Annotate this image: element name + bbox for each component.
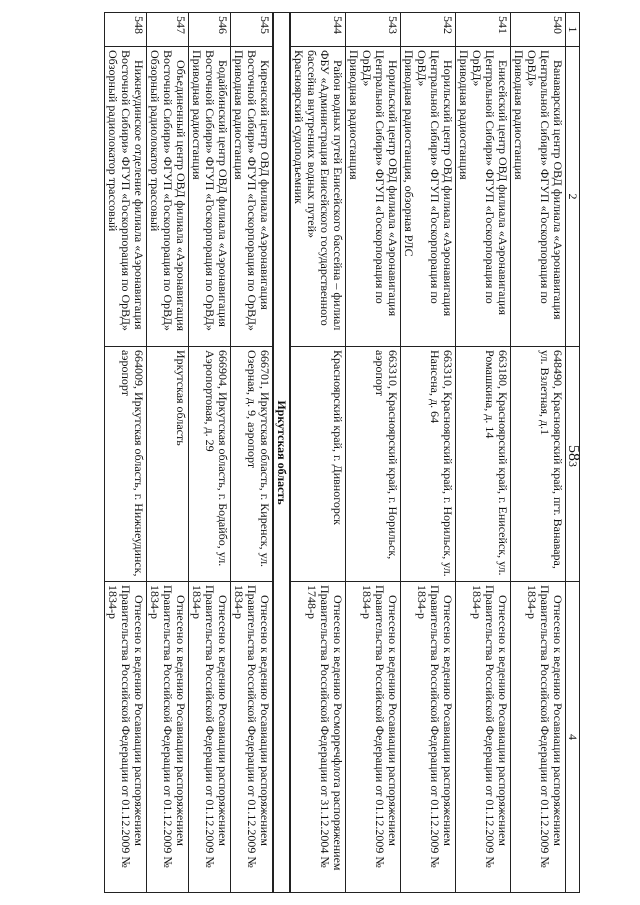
jurisdiction-note: Отнесено к ведению Росавиации распоряжением Правительства Российской Федерации от 01.12.2009 № 1834-р xyxy=(105,582,147,893)
facility-name: Норильский центр ОВД филиала «Аэронавигация Центральной Сибири» ФГУП «Госкорпорация по ОрВД» xyxy=(415,50,455,317)
region-title: Иркутская область xyxy=(273,13,290,893)
facility-address: 663180, Красноярский край, г. Енисейск, ул. Ромашкина, д. 14 xyxy=(456,347,511,582)
document-sheet xyxy=(10,12,580,892)
row-number: 544 xyxy=(290,13,346,47)
jurisdiction-note: Отнесено к ведению Росморречфлота распоряжением Правительства Российской Федерации от 31.12.2004 № 1748-р xyxy=(290,582,346,893)
facility-cell xyxy=(456,47,511,347)
row-number: 542 xyxy=(401,13,456,47)
table-row xyxy=(346,13,401,893)
jurisdiction-note: Отнесено к ведению Росавиации распоряжением Правительства Российской Федерации от 01.12.2009 № 1834-р xyxy=(511,582,566,893)
facility-address: 664009, Иркутская область, г. Нижнеудинск, аэропорт xyxy=(105,347,147,582)
jurisdiction-note: Отнесено к ведению Росавиации распоряжением Правительства Российской Федерации от 01.12.2009 № 1834-р xyxy=(401,582,456,893)
jurisdiction-note: Отнесено к ведению Росавиации распоряжением Правительства Российской Федерации от 01.12.2009 № 1834-р xyxy=(189,582,231,893)
facility-cell xyxy=(401,47,456,347)
facility-equipment: Приводная радиостанция xyxy=(347,50,361,180)
facility-cell xyxy=(189,47,231,347)
facility-name: Район водных путей Енисейского бассейна – филиал ФБУ «Администрация Енисейского государственного бассейна внутренних водных путей» xyxy=(305,50,345,331)
table-row xyxy=(511,13,566,893)
facility-cell xyxy=(346,47,401,347)
facility-address: 648490, Красноярский край, пгт. Ванавара, ул. Взлетная, д.1 xyxy=(511,347,566,582)
table-row xyxy=(105,13,147,893)
facility-name: Ванаварский центр ОВД филиала «Аэронавигация Центральной Сибири» ФГУП «Госкорпорация по ОрВД» xyxy=(525,50,565,320)
row-number: 548 xyxy=(105,13,147,47)
facility-cell xyxy=(511,47,566,347)
facility-equipment: Обзорный радиолокатор трассовый xyxy=(148,50,162,232)
facility-equipment: Приводная радиостанция xyxy=(457,50,471,180)
table-row xyxy=(456,13,511,893)
facility-address: Красноярский край, г. Дивногорск xyxy=(290,347,346,582)
facility-equipment: Приводная радиостанция xyxy=(512,50,526,180)
rows-krasnoyarsk xyxy=(290,13,566,893)
facility-cell xyxy=(147,47,189,347)
jurisdiction-note: Отнесено к ведению Росавиации распоряжением Правительства Российской Федерации от 01.12.2009 № 1834-р xyxy=(147,582,189,893)
facility-equipment: Приводная радиостанция xyxy=(232,50,246,180)
table-row xyxy=(290,13,346,893)
facility-cell xyxy=(290,47,346,347)
facility-address: 666904, Иркутская область, г. Бодайбо, ул. Аэропортовая, д. 29 xyxy=(189,347,231,582)
table-row xyxy=(147,13,189,893)
facility-equipment: Красноярский судоподъемник xyxy=(292,50,306,204)
region-row xyxy=(273,13,290,893)
jurisdiction-note: Отнесено к ведению Росавиации распоряжением Правительства Российской Федерации от 01.12.2009 № 1834-р xyxy=(231,582,274,893)
rows-irkutsk xyxy=(105,13,274,893)
table-header-row xyxy=(566,13,580,893)
facility-address: 663310, Красноярский край, г. Норильск, ул. Нансена, д. 64 xyxy=(401,347,456,582)
facility-equipment: Приводная радиостанция, обзорная РЛС xyxy=(402,50,416,257)
facility-name: Норильский центр ОВД филиала «Аэронавигация Центральной Сибири» ФГУП «Госкорпорация по ОрВД» xyxy=(360,50,400,317)
row-number: 546 xyxy=(189,13,231,47)
table-row xyxy=(189,13,231,893)
facility-name: Объединенный центр ОВД филиала «Аэронавигация Восточной Сибири» ФГУП «Госкорпорация по ОрВД» xyxy=(161,50,188,332)
header-col-4: 4 xyxy=(566,582,580,893)
row-number: 543 xyxy=(346,13,401,47)
facility-cell xyxy=(231,47,274,347)
row-number: 545 xyxy=(231,13,274,47)
header-col-3: 3 xyxy=(566,347,580,582)
facility-equipment: Обзорный радиолокатор трассовый xyxy=(106,50,120,232)
header-col-2: 2 xyxy=(566,47,580,347)
row-number: 541 xyxy=(456,13,511,47)
facility-cell xyxy=(105,47,147,347)
facility-address: Иркутская область xyxy=(147,347,189,582)
facility-name: Нижнеудинское отделение филиала «Аэронавигация Восточной Сибири» ФГУП «Госкорпорация по ОрВД» xyxy=(119,50,146,331)
facility-address: 663310, Красноярский край, г. Норильск, аэропорт xyxy=(346,347,401,582)
table-row xyxy=(231,13,274,893)
facility-name: Бодайбинский центр ОВД филиала «Аэронавигация Восточной Сибири» ФГУП «Госкорпорация по ОрВД» xyxy=(203,50,230,331)
table-row xyxy=(401,13,456,893)
facility-address: 666701, Иркутская область, г. Киренск, ул. Озерная, д. 9, аэропорт xyxy=(231,347,274,582)
jurisdiction-note: Отнесено к ведению Росавиации распоряжением Правительства Российской Федерации от 01.12.2009 № 1834-р xyxy=(346,582,401,893)
row-number: 547 xyxy=(147,13,189,47)
header-col-1: 1 xyxy=(566,13,580,47)
facility-name: Киренский центр ОВД филиала «Аэронавигация Восточной Сибири» ФГУП «Госкорпорация по ОрВД» xyxy=(245,50,272,331)
facility-name: Енисейский центр ОВД филиала «Аэронавигация Центральной Сибири» ФГУП «Госкорпорация по ОрВД» xyxy=(470,50,510,315)
facility-equipment: Приводная радиостанция xyxy=(190,50,204,180)
jurisdiction-note: Отнесено к ведению Росавиации распоряжением Правительства Российской Федерации от 01.12.2009 № 1834-р xyxy=(456,582,511,893)
page-number: 58 xyxy=(565,445,582,461)
facilities-table xyxy=(104,12,580,893)
row-number: 540 xyxy=(511,13,566,47)
